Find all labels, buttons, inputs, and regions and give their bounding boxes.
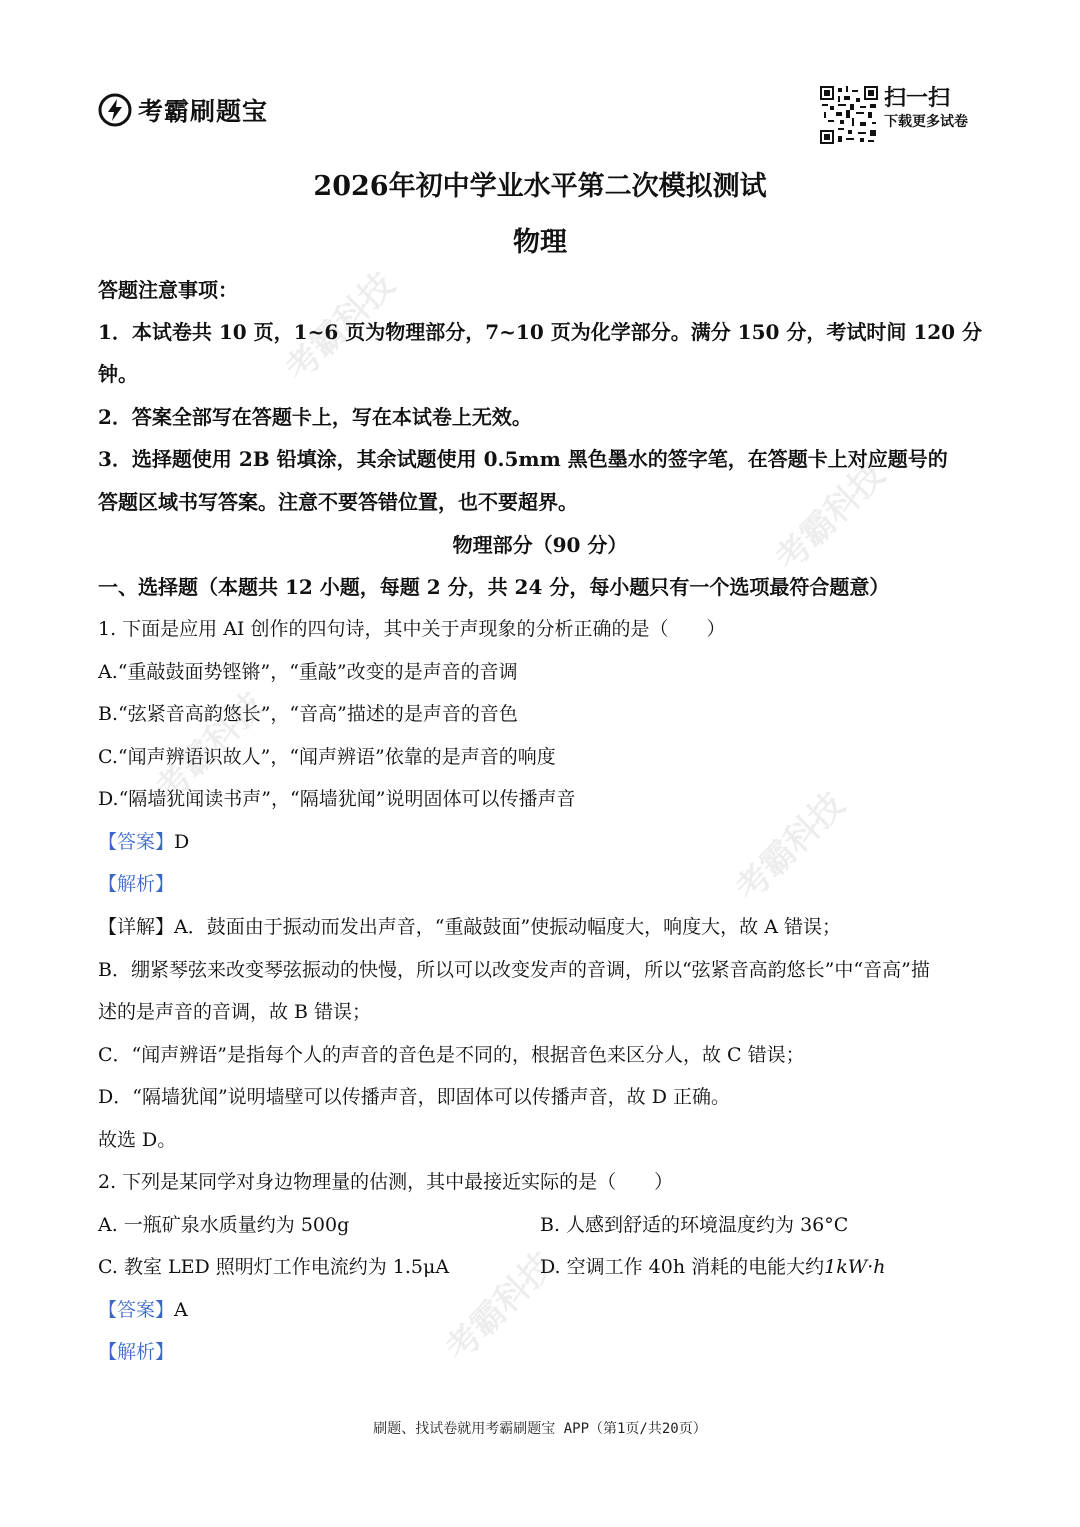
instruction-3-line-1: 3．选择题使用 2B 铅填涂，其余试题使用 0.5mm 黑色墨水的签字笔，在答题卡上对应题号的 [98,447,948,471]
detail-tag: 【详解】 [98,916,175,938]
page-footer: 刷题、找试卷就用考霸刷题宝 APP（第1页/共20页） [373,1421,707,1437]
watermark: 考霸科技 [728,784,853,910]
instruction-1-line-1: 1．本试卷共 10 页，1~6 页为物理部分，7~10 页为化学部分。满分 150 分，考试时间 120 分 [98,320,983,344]
q2-option-d-formula: 1kW·h [824,1256,886,1278]
answer-value: D [174,831,190,853]
q1-detail-b-line-2: 述的是声音的音调，故 B 错误； [98,1001,372,1023]
brand-name: 考霸刷题宝 [138,97,269,126]
q2-option-d-text: D. 空调工作 40h 消耗的电能大约 [540,1256,825,1278]
q1-option-b: B.“弦紧音高韵悠长”，“音高”描述的是声音的音色 [98,703,518,725]
q2-answer [98,1295,188,1322]
qr-download[interactable] [820,86,968,144]
watermark: 考霸科技 [278,264,403,390]
watermark: 考霸科技 [438,1244,563,1370]
q2-stem: 2. 下列是某同学对身边物理量的估测，其中最接近实际的是（ ） [98,1171,674,1193]
q2-analysis-tag: 【解析】 [98,1341,175,1363]
answer-value: A [174,1299,188,1321]
exam-title: 2026年初中学业水平第二次模拟测试 [313,171,767,202]
instruction-1-line-2: 钟。 [98,362,138,386]
subject-title: 物理 [513,227,567,258]
detail-a-text: A．鼓面由于振动而发出声音，“重敲鼓面”使振动幅度大，响度大，故 A 错误； [174,916,841,938]
q1-option-d: D.“隔墙犹闻读书声”，“隔墙犹闻”说明固体可以传播声音 [98,788,576,810]
instructions-heading: 答题注意事项： [98,278,238,302]
section-title: 物理部分（90 分） [452,533,628,557]
q1-conclusion: 故选 D。 [98,1129,177,1151]
q1-detail-d: D．“隔墙犹闻”说明墙壁可以传播声音，即固体可以传播声音，故 D 正确。 [98,1086,730,1108]
q1-detail-c: C．“闻声辨语”是指每个人的声音的音色是不同的，根据音色来区分人，故 C 错误； [98,1044,805,1066]
q1-analysis-tag: 【解析】 [98,873,175,895]
scan-subtitle: 下载更多试卷 [884,114,968,130]
instruction-3-line-2: 答题区域书写答案。注意不要答错位置，也不要超界。 [98,490,578,514]
part-title: 一、选择题（本题共 12 小题，每题 2 分，共 24 分，每小题只有一个选项最符合题意） [98,575,890,599]
watermark: 考霸科技 [768,454,893,580]
answer-tag: 【答案】 [98,831,175,853]
answer-tag: 【答案】 [98,1299,175,1321]
q2-option-a: A. 一瓶矿泉水质量约为 500g [98,1214,350,1236]
q1-detail-a [98,912,841,939]
q2-option-d [540,1252,886,1279]
q2-option-b: B. 人感到舒适的环境温度约为 36°C [540,1214,849,1236]
qr-code-icon [820,86,878,144]
q2-option-c: C. 教室 LED 照明灯工作电流约为 1.5μA [98,1256,450,1278]
brand [98,92,268,128]
q1-option-c: C.“闻声辨语识故人”，“闻声辨语”依靠的是声音的响度 [98,746,556,768]
q1-stem: 1. 下面是应用 AI 创作的四句诗，其中关于声现象的分析正确的是（ ） [98,618,726,640]
q1-option-a: A.“重敲鼓面势铿锵”，“重敲”改变的是声音的音调 [98,661,518,683]
q1-detail-b-line-1: B．绷紧琴弦来改变琴弦振动的快慢，所以可以改变发声的音调，所以“弦紧音高韵悠长”中“音高”描 [98,959,930,981]
instruction-2: 2．答案全部写在答题卡上，写在本试卷上无效。 [98,405,532,429]
scan-title: 扫一扫 [884,86,951,111]
q1-answer [98,827,189,854]
watermark: 考霸科技 [148,684,273,810]
lightning-logo-icon [98,93,132,127]
